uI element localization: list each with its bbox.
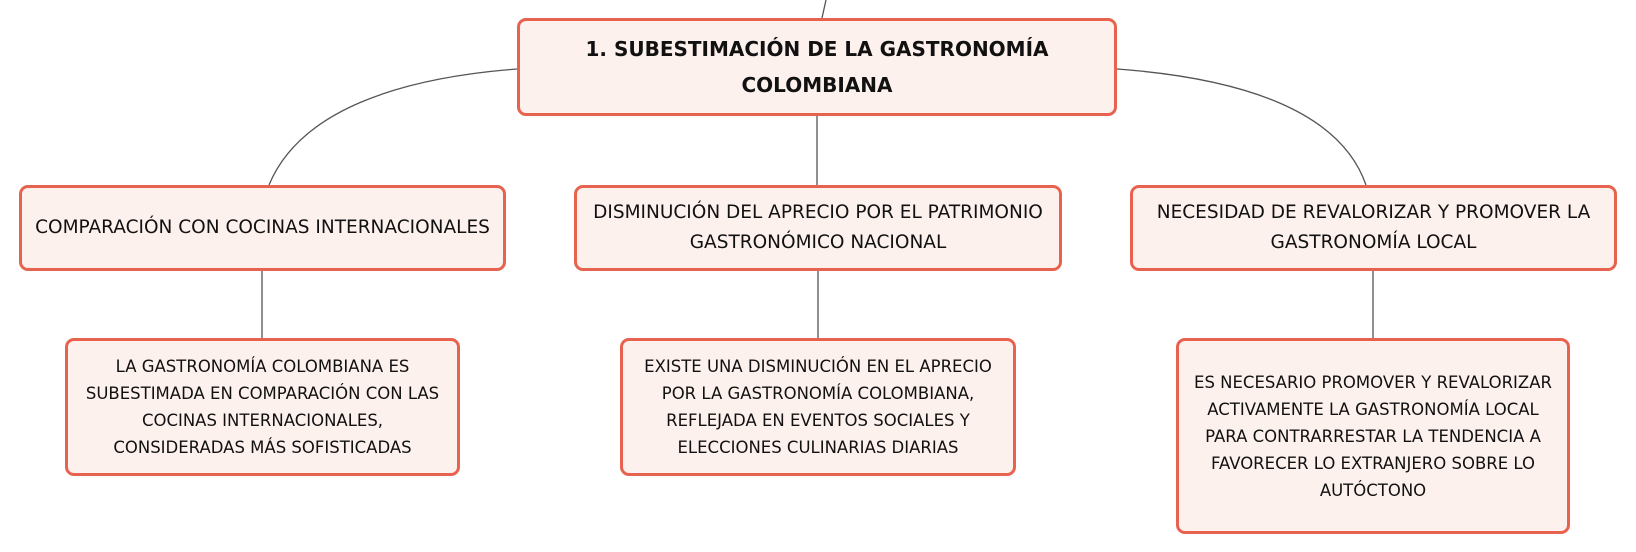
detail-text-disminucion: EXISTE UNA DISMINUCIÓN EN EL APRECIO POR LA GASTRONOMÍA COLOMBIANA, REFLEJADA EN EVENTOS SOCIALES Y ELECCIONES CULINARIAS DIARIAS — [644, 357, 992, 457]
topic-node-disminucion[interactable] — [574, 185, 1062, 271]
detail-node-disminucion[interactable] — [620, 338, 1016, 476]
topic-text-disminucion: DISMINUCIÓN DEL APRECIO POR EL PATRIMONIO GASTRONÓMICO NACIONAL — [593, 202, 1043, 253]
topic-node-necesidad[interactable] — [1130, 185, 1617, 271]
connector-root-to-mid-1 — [269, 69, 517, 185]
topic-node-comparacion[interactable] — [19, 185, 506, 271]
topic-text-comparacion: COMPARACIÓN CON COCINAS INTERNACIONALES — [35, 217, 490, 238]
root-topic-node[interactable] — [517, 18, 1117, 116]
detail-node-necesidad[interactable] — [1176, 338, 1570, 534]
detail-text-comparacion: LA GASTRONOMÍA COLOMBIANA ES SUBESTIMADA EN COMPARACIÓN CON LAS COCINAS INTERNACIONALES, CONSIDERADAS MÁS SOFISTICADAS — [85, 357, 440, 457]
detail-node-comparacion[interactable] — [65, 338, 460, 476]
root-topic-text: 1. SUBESTIMACIÓN DE LA GASTRONOMÍA COLOMBIANA — [585, 37, 1049, 97]
connector-root-to-mid-3 — [1117, 69, 1366, 185]
connector-parent-to-root — [822, 0, 826, 18]
topic-text-necesidad: NECESIDAD DE REVALORIZAR Y PROMOVER LA GASTRONOMÍA LOCAL — [1156, 202, 1591, 253]
detail-text-necesidad: ES NECESARIO PROMOVER Y REVALORIZAR ACTIVAMENTE LA GASTRONOMÍA LOCAL PARA CONTRARRESTAR LA TENDENCIA A FAVORECER LO EXTRANJERO SOBRE LO AUTÓCTONO — [1194, 372, 1552, 500]
